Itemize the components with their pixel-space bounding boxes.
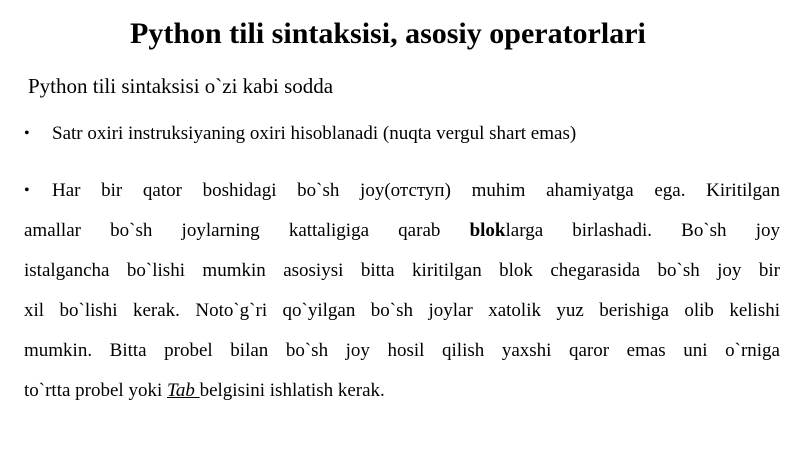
bullet-item-2 xyxy=(24,171,780,411)
paragraph-line-4 xyxy=(24,291,780,331)
line-text: belgisini ishlatish kerak. xyxy=(199,380,385,401)
line-text: larga birlashadi. Bo`sh joy xyxy=(505,220,781,241)
bold-term-blok: blok xyxy=(469,220,506,241)
line-text: istalgancha bo`lishi mumkin asosiysi bitta kiritilgan blok chegarasida bo`sh joy bir xyxy=(24,260,780,281)
paragraph-line-5 xyxy=(24,331,780,371)
bullet-text: Satr oxiri instruksiyaning oxiri hisoblanadi (nuqta vergul shart emas) xyxy=(52,123,577,144)
line-text: xil bo`lishi kerak. Noto`g`ri qo`yilgan bo`sh joylar xatolik yuz berishiga olib kelishi xyxy=(24,300,780,321)
paragraph-line-2 xyxy=(24,211,780,251)
paragraph-line-6 xyxy=(24,371,780,411)
line-text: to`rtta probel yoki xyxy=(24,380,163,401)
tab-link[interactable]: Tab xyxy=(167,380,200,401)
paragraph-line-3 xyxy=(24,251,780,291)
page-title: Python tili sintaksisi, asosiy operatorlari xyxy=(130,17,646,50)
intro-text: Python tili sintaksisi o`zi kabi sodda xyxy=(28,74,334,98)
line-text: amallar bo`sh joylarning kattaligiga qarab xyxy=(24,220,441,241)
bullet-marker: • xyxy=(24,125,30,142)
bullet-item-1 xyxy=(24,121,784,147)
paragraph-line-1 xyxy=(24,171,780,211)
bullet-marker: • xyxy=(24,182,30,199)
line-text: Har bir qator boshidagi bo`sh joy(отступ) muhim ahamiyatga ega. Kiritilgan xyxy=(52,180,780,201)
line-text: mumkin. Bitta probel bilan bo`sh joy hosil qilish yaxshi qaror emas uni o`rniga xyxy=(24,340,780,361)
